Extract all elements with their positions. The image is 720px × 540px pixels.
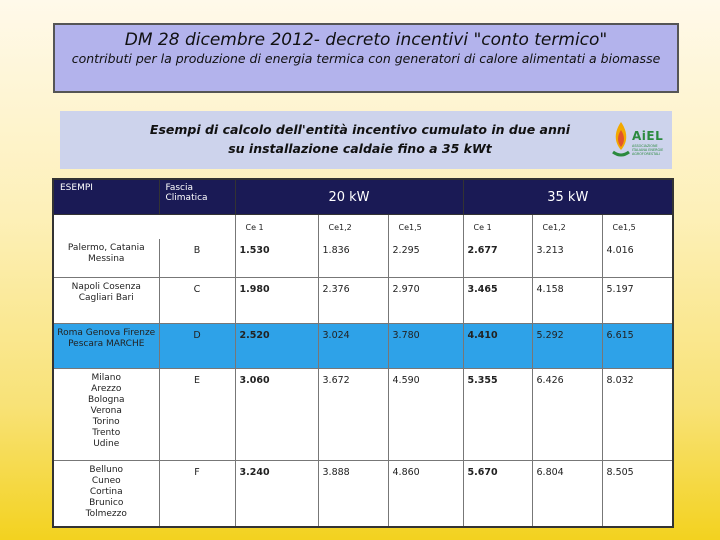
table-row bbox=[54, 277, 672, 323]
table-row bbox=[54, 239, 672, 277]
page-subtitle: contributi per la produzione di energia termica con generatori di calore alimentati a biomasse bbox=[71, 51, 661, 66]
header-35kw: 35 kW bbox=[463, 180, 672, 215]
row-fascia: C bbox=[159, 277, 235, 323]
table-header-row bbox=[54, 180, 672, 215]
row-value: 6.426 bbox=[532, 368, 602, 460]
table-subheader-row bbox=[54, 215, 672, 240]
row-value: 2.677 bbox=[463, 239, 532, 277]
subheader-cell: Ce1,2 bbox=[318, 215, 388, 240]
flame-icon bbox=[610, 120, 632, 160]
table-row-highlighted bbox=[54, 323, 672, 368]
section-heading bbox=[130, 120, 590, 158]
row-value: 2.520 bbox=[235, 323, 318, 368]
section-heading-line2: su installazione caldaie fino a 35 kWt bbox=[228, 141, 492, 156]
row-value: 1.530 bbox=[235, 239, 318, 277]
row-value: 6.804 bbox=[532, 460, 602, 526]
row-value: 4.860 bbox=[388, 460, 463, 526]
logo-name: AiEL bbox=[632, 129, 664, 143]
row-value: 5.197 bbox=[602, 277, 672, 323]
row-value: 3.024 bbox=[318, 323, 388, 368]
row-value: 5.355 bbox=[463, 368, 532, 460]
row-fascia: D bbox=[159, 323, 235, 368]
row-value: 3.672 bbox=[318, 368, 388, 460]
header-fascia: Fascia Climatica bbox=[159, 180, 235, 215]
row-value: 8.032 bbox=[602, 368, 672, 460]
row-value: 8.505 bbox=[606, 466, 634, 478]
row-value: 2.295 bbox=[388, 239, 463, 277]
table-row bbox=[54, 368, 672, 460]
subheader-cell: Ce1,5 bbox=[388, 215, 463, 240]
row-value: 4.158 bbox=[532, 277, 602, 323]
subheader-cell: Ce 1 bbox=[463, 215, 532, 240]
row-value: 4.590 bbox=[388, 368, 463, 460]
row-locations: Roma Genova Firenze Pescara MARCHE bbox=[54, 323, 159, 368]
aiel-logo bbox=[610, 116, 666, 164]
row-value: 1.980 bbox=[235, 277, 318, 323]
header-esempi: ESEMPI bbox=[54, 180, 159, 215]
row-value: 4.016 bbox=[602, 239, 672, 277]
row-value: 3.780 bbox=[388, 323, 463, 368]
subheader-blank bbox=[54, 215, 235, 240]
row-value: 5.292 bbox=[532, 323, 602, 368]
row-locations: Milano Arezzo Bologna Verona Torino Trento Udine bbox=[54, 368, 159, 460]
row-locations: Palermo, Catania Messina bbox=[54, 239, 159, 277]
row-value: 3.060 bbox=[235, 368, 318, 460]
row-locations: Belluno Cuneo Cortina Brunico Tolmezzo bbox=[54, 460, 159, 526]
row-value: 1.836 bbox=[318, 239, 388, 277]
section-heading-line1: Esempi di calcolo dell'entità incentivo cumulato in due anni bbox=[149, 122, 571, 137]
header-20kw: 20 kW bbox=[235, 180, 463, 215]
section-banner bbox=[60, 111, 672, 169]
row-locations: Napoli Cosenza Cagliari Bari bbox=[54, 277, 159, 323]
row-fascia: B bbox=[159, 239, 235, 277]
subheader-cell: Ce1,2 bbox=[532, 215, 602, 240]
table-row bbox=[54, 460, 672, 526]
page-title: DM 28 dicembre 2012- decreto incentivi "conto termico" bbox=[124, 30, 608, 50]
subheader-cell: Ce1,5 bbox=[602, 215, 672, 240]
row-value: 4.410 bbox=[463, 323, 532, 368]
row-fascia: E bbox=[159, 368, 235, 460]
row-value: 3.213 bbox=[532, 239, 602, 277]
row-value: 6.615 bbox=[602, 323, 672, 368]
row-fascia: F bbox=[159, 460, 235, 526]
row-value: 2.376 bbox=[318, 277, 388, 323]
incentive-table bbox=[52, 178, 674, 528]
title-box bbox=[53, 23, 679, 93]
row-value: 2.970 bbox=[388, 277, 463, 323]
row-value: 3.465 bbox=[463, 277, 532, 323]
row-value: 5.670 bbox=[463, 460, 532, 526]
subheader-cell: Ce 1 bbox=[235, 215, 318, 240]
row-value: 3.888 bbox=[318, 460, 388, 526]
row-value: 3.240 bbox=[235, 460, 318, 526]
logo-tagline: ASSOCIAZIONE ITALIANA ENERGIE AGROFORESTALI bbox=[632, 144, 664, 156]
